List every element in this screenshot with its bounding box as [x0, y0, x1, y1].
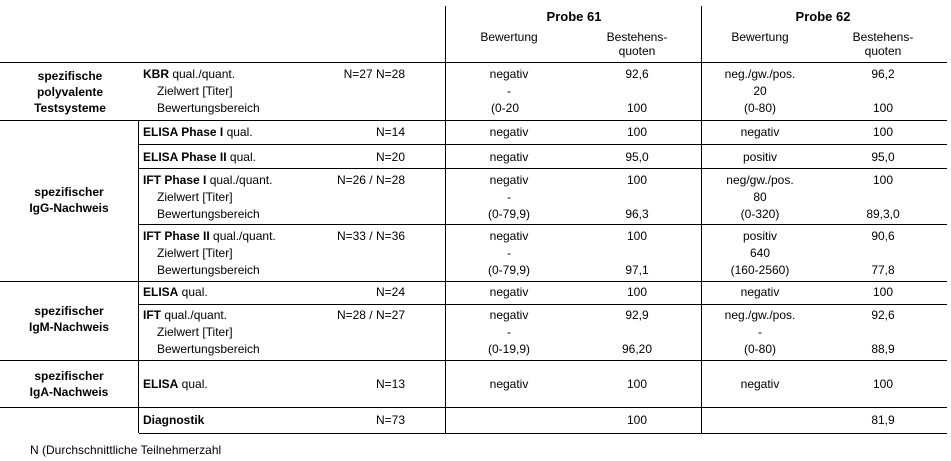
ift2-p62-zielwert: 640: [749, 246, 771, 260]
ift1-test-bold: IFT Phase I: [143, 173, 207, 187]
ift1-test-rest: qual./quant.: [206, 173, 273, 187]
hline-elisa-igm-bottom: [139, 304, 947, 305]
ift2-test-rest: qual./quant.: [209, 229, 276, 243]
ift1-p62-quote: 100: [872, 173, 894, 187]
diag-test-name: [143, 413, 204, 427]
elisa-igm-test-name: [143, 285, 208, 299]
ift1-p62-bewertung: neg/gw./pos.: [726, 173, 794, 187]
p61-bewertung-heading: Bewertung: [480, 30, 538, 44]
ift1-p62-bereich: (0-320): [740, 207, 780, 221]
ift2-p61-bewertung: negativ: [489, 229, 529, 243]
elisa1-test-name: [143, 125, 253, 139]
ift-igm-p61-bewertung: negativ: [489, 308, 529, 322]
elisa-iga-p62-quote: 100: [872, 377, 894, 391]
elisa1-test-rest: qual.: [223, 125, 253, 139]
ift2-p62-bewertung: positiv: [742, 229, 778, 243]
hline-elisa2-bottom: [139, 168, 947, 169]
kbr-n: N=27 N=28: [343, 67, 405, 81]
ift-igm-p62-bereich: (0-80): [743, 342, 777, 356]
ift1-p62-quote-bereich: 89,3,0: [866, 207, 900, 221]
ift1-bereich-label: Bewertungsbereich: [157, 207, 260, 221]
ift-igm-p62-bewertung: neg./gw./pos.: [724, 308, 796, 322]
ift-igm-zielwert-label: Zielwert [Titer]: [157, 325, 233, 339]
group-igg-line1: spezifischer: [34, 185, 104, 199]
probe61-heading: Probe 61: [546, 9, 602, 24]
ift-igm-p61-quote-bereich: 96,20: [621, 342, 653, 356]
diag-n: N=73: [375, 413, 405, 427]
ift1-test-name: [143, 173, 272, 187]
ift1-p61-zielwert: -: [507, 190, 511, 204]
kbr-p61-bewertung: negativ: [489, 67, 529, 81]
probe62-heading: Probe 62: [795, 9, 851, 24]
hline-diag-bottom: [139, 433, 947, 434]
kbr-p61-quote-bereich: 100: [626, 101, 648, 115]
ift1-p61-quote: 100: [626, 173, 648, 187]
kbr-p61-zielwert: -: [507, 84, 511, 98]
elisa-igm-p62-bewertung: negativ: [740, 285, 780, 299]
hline-igm-bottom: [0, 360, 947, 361]
elisa2-p62-bewertung: positiv: [742, 150, 778, 164]
ift2-test-bold: IFT Phase II: [143, 229, 210, 243]
elisa1-p62-quote: 100: [872, 125, 894, 139]
elisa-igm-p61-bewertung: negativ: [489, 285, 529, 299]
ift2-bereich-label: Bewertungsbereich: [157, 263, 260, 277]
ift2-p61-quote-bereich: 97,1: [625, 263, 649, 277]
ift2-p62-quote: 90,6: [871, 229, 895, 243]
vline-probe62-left: [701, 6, 702, 433]
vline-probe61-left: [445, 6, 446, 433]
elisa-iga-test-bold: ELISA: [143, 377, 179, 391]
ift2-p61-zielwert: -: [507, 246, 511, 260]
footnote: N (Durchschnittliche Teilnehmerzahl: [30, 443, 222, 457]
elisa2-p61-bewertung: negativ: [489, 150, 529, 164]
kbr-test-bold: KBR: [143, 67, 169, 81]
elisa-igm-p61-quote: 100: [626, 285, 648, 299]
group-polyvalent-line1: spezifische: [37, 69, 103, 83]
group-igm-line1: spezifischer: [34, 304, 104, 318]
elisa2-test-name: [143, 150, 256, 164]
kbr-p61-quote: 92,6: [625, 67, 649, 81]
elisa-igm-n: N=24: [375, 285, 405, 299]
ift-igm-test-rest: qual./quant.: [161, 308, 228, 322]
p61-bestehens-heading-1: Bestehens-: [606, 30, 668, 44]
p62-bestehens-heading-1: Bestehens-: [852, 30, 914, 44]
ift-igm-p61-zielwert: -: [507, 325, 511, 339]
elisa1-test-bold: ELISA Phase I: [143, 125, 224, 139]
ift-igm-bereich-label: Bewertungsbereich: [157, 342, 260, 356]
elisa-iga-test-rest: qual.: [178, 377, 208, 391]
kbr-p62-bereich: (0-80): [743, 101, 777, 115]
ift-igm-test-bold: IFT: [143, 308, 161, 322]
diag-p61-quote: 100: [626, 413, 648, 427]
group-iga: [30, 368, 109, 400]
group-igg-line2: IgG-Nachweis: [29, 201, 109, 215]
elisa-iga-p62-bewertung: negativ: [740, 377, 780, 391]
kbr-p61-bereich: (0-20: [490, 101, 520, 115]
elisa-iga-p61-quote: 100: [626, 377, 648, 391]
group-polyvalent-line3: Testsysteme: [34, 101, 106, 115]
elisa2-test-rest: qual.: [226, 150, 256, 164]
diag-test-bold: Diagnostik: [143, 413, 205, 427]
hline-kbr-bottom: [0, 120, 947, 121]
group-polyvalent: [34, 68, 106, 116]
elisa2-p62-quote: 95,0: [871, 150, 895, 164]
ift-igm-p61-bereich: (0-19,9): [487, 342, 531, 356]
ift2-test-name: [143, 229, 276, 243]
group-iga-line1: spezifischer: [34, 369, 104, 383]
ift2-zielwert-label: Zielwert [Titer]: [157, 246, 233, 260]
kbr-p62-bewertung: neg./gw./pos.: [724, 67, 796, 81]
group-igm-line2: IgM-Nachweis: [28, 320, 110, 334]
p62-bestehens-heading-2: quoten: [864, 44, 902, 58]
elisa2-test-bold: ELISA Phase II: [143, 150, 227, 164]
ift2-p61-quote: 100: [626, 229, 648, 243]
ift1-p62-zielwert: 80: [753, 190, 767, 204]
hline-elisa1-bottom: [139, 144, 947, 145]
kbr-bereich-label: Bewertungsbereich: [157, 101, 260, 115]
ift2-n: N=33 / N=36: [336, 229, 405, 243]
elisa-igm-test-bold: ELISA: [143, 285, 179, 299]
ift1-n: N=26 / N=28: [336, 173, 405, 187]
ift2-p62-quote-bereich: 77,8: [871, 263, 895, 277]
kbr-test-name: [143, 67, 235, 81]
ift1-p61-quote-bereich: 96,3: [625, 207, 649, 221]
group-igg: [29, 184, 108, 216]
ift-igm-p62-quote: 92,6: [871, 308, 895, 322]
kbr-test-rest: qual./quant.: [169, 67, 236, 81]
ift1-p61-bewertung: negativ: [489, 173, 529, 187]
elisa2-n: N=20: [375, 150, 405, 164]
ift-igm-p62-zielwert: -: [758, 325, 762, 339]
ift-igm-p62-quote-bereich: 88,9: [871, 342, 895, 356]
p62-bewertung-heading: Bewertung: [731, 30, 789, 44]
ift-igm-p61-quote: 92,9: [625, 308, 649, 322]
group-polyvalent-line2: polyvalente: [36, 85, 104, 99]
diag-p62-quote: 81,9: [871, 413, 895, 427]
p61-bestehens-heading-2: quoten: [618, 44, 656, 58]
elisa1-p62-bewertung: negativ: [740, 125, 780, 139]
hline-iga-bottom: [0, 407, 947, 408]
ift-igm-n: N=28 / N=27: [336, 308, 405, 322]
hline-header-bottom: [0, 62, 947, 63]
kbr-zielwert-label: Zielwert [Titer]: [157, 84, 233, 98]
elisa1-p61-quote: 100: [626, 125, 648, 139]
elisa-iga-p61-bewertung: negativ: [489, 377, 529, 391]
ift1-p61-bereich: (0-79,9): [487, 207, 531, 221]
hline-igg-bottom: [0, 281, 947, 282]
kbr-p62-zielwert: 20: [753, 84, 767, 98]
elisa-igm-p62-quote: 100: [872, 285, 894, 299]
ift2-p62-bereich: (160-2560): [730, 263, 790, 277]
kbr-p62-quote: 96,2: [871, 67, 895, 81]
elisa2-p61-quote: 95,0: [625, 150, 649, 164]
group-iga-line2: IgA-Nachweis: [29, 385, 109, 399]
kbr-p62-quote-bereich: 100: [872, 101, 894, 115]
hline-ift1-bottom: [139, 224, 947, 225]
elisa-iga-n: N=13: [375, 377, 405, 391]
ift-igm-test-name: [143, 308, 227, 322]
elisa-iga-test-name: [143, 377, 208, 391]
elisa-igm-test-rest: qual.: [178, 285, 208, 299]
elisa1-n: N=14: [375, 125, 405, 139]
ift2-p61-bereich: (0-79,9): [487, 263, 531, 277]
elisa1-p61-bewertung: negativ: [489, 125, 529, 139]
ift1-zielwert-label: Zielwert [Titer]: [157, 190, 233, 204]
group-igm: [29, 303, 109, 335]
